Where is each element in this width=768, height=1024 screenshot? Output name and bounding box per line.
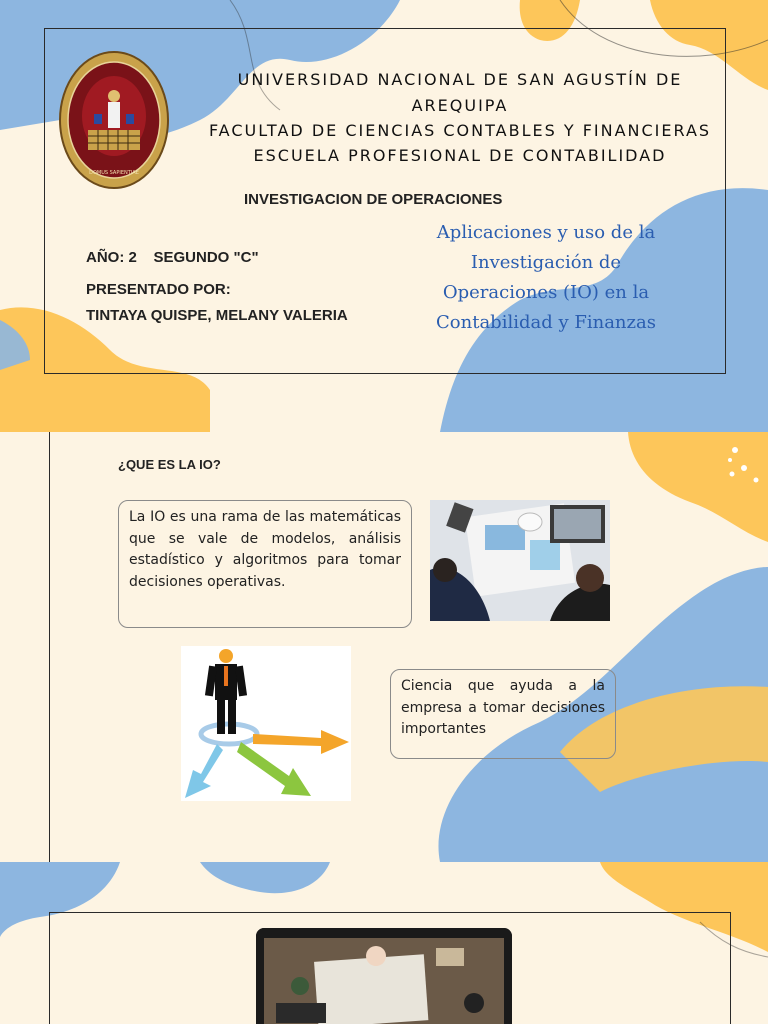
decision-illustration [181,646,351,801]
science-box [390,669,616,759]
content-page [0,432,768,862]
laptop-photo [256,928,512,1024]
year-section: AÑO: 2 SEGUNDO "C" [86,249,259,266]
definition-text: La IO es una rama de las matemáticas que se vale de modelos, análisis estadístico y algoritmos para tomar decisiones operativas. [129,509,401,590]
definition-box [118,500,412,628]
document-title-line2: Investigación de [470,252,622,273]
document-title [420,218,672,338]
presented-by-label: PRESENTADO POR: [86,281,231,298]
document-title-line1: Aplicaciones y uso de la [436,222,656,243]
third-page [0,862,768,1024]
university-name-line1: UNIVERSIDAD NACIONAL DE SAN AGUSTÍN DE [237,70,683,89]
university-name-line2: AREQUIPA [411,96,509,115]
student-name: TINTAYA QUISPE, MELANY VALERIA [86,307,348,324]
document-title-line3: Operaciones (IO) en la [442,282,650,303]
business-meeting-photo [430,500,610,621]
section-heading: ¿QUE ES LA IO? [118,457,221,472]
school-name: ESCUELA PROFESIONAL DE CONTABILIDAD [253,146,667,165]
faculty-name: FACULTAD DE CIENCIAS CONTABLES Y FINANCIERAS [208,121,712,140]
university-seal-logo [58,50,170,190]
document-title-line4: Contabilidad y Finanzas [436,312,656,333]
science-text: Ciencia que ayuda a la empresa a tomar decisiones importantes [401,678,605,737]
left-rule [49,432,50,862]
course-name: INVESTIGACION DE OPERACIONES [244,191,503,208]
cover-page [0,0,768,432]
decorative-blobs [0,432,768,862]
svg-text:DOMUS SAPIENTIAE: DOMUS SAPIENTIAE [89,170,139,176]
